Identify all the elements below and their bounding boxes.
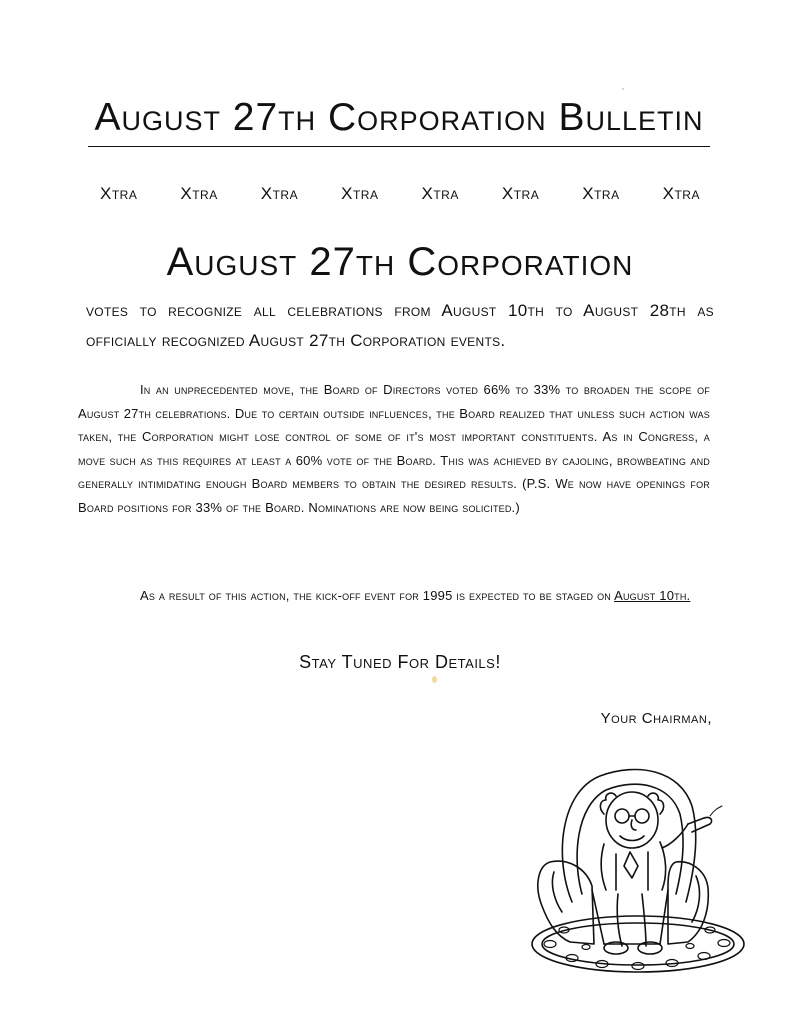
event-date: August 10th. bbox=[614, 588, 691, 603]
stay-tuned-line: Stay Tuned For Details! bbox=[299, 652, 501, 672]
title-underline bbox=[88, 146, 710, 147]
subheadline: votes to recognize all celebrations from August 10th to August 28th as officially recognized August 27th Corporation events. bbox=[86, 301, 714, 350]
xtra-label: Xtra bbox=[501, 184, 540, 203]
chairman-signoff: Your Chairman, bbox=[600, 710, 712, 727]
bulletin-title: August 27th Corporation Bulletin bbox=[94, 96, 704, 139]
xtra-label: Xtra bbox=[180, 184, 218, 203]
xtra-label: Xtra bbox=[100, 184, 138, 203]
paragraph-2-text: As a result of this action, the kick-off event for 1995 is expected to be staged on bbox=[140, 588, 611, 603]
body-paragraph-1: In an unprecedented move, the Board of Directors voted 66% to 33% to broaden the scope of August 27th celebrations. Due to certain outside influences, the Board realized that unless such action was taken, the Corporation might lose control of some of it's most important constituents. As in Congress, a move such as this requires at least a 60% vote of the Board. This was achieved by cajoling, browbeating and generally intimidating enough Board members to obtain the desired results. (P.S. We now have openings for Board positions for 33% of the Board. Nominations are now being solicited.) bbox=[78, 382, 710, 515]
xtra-label: Xtra bbox=[662, 184, 700, 203]
xtra-label: Xtra bbox=[582, 184, 620, 203]
paper-speck bbox=[432, 676, 437, 683]
xtra-label: Xtra bbox=[421, 184, 459, 203]
chairman-cartoon-illustration bbox=[520, 762, 750, 982]
xtra-label: Xtra bbox=[341, 184, 379, 203]
xtra-row bbox=[100, 184, 700, 204]
paper-speck bbox=[622, 88, 624, 90]
body-paragraph-2 bbox=[78, 584, 710, 608]
xtra-label: Xtra bbox=[260, 184, 299, 203]
headline: August 27th Corporation bbox=[166, 240, 634, 284]
